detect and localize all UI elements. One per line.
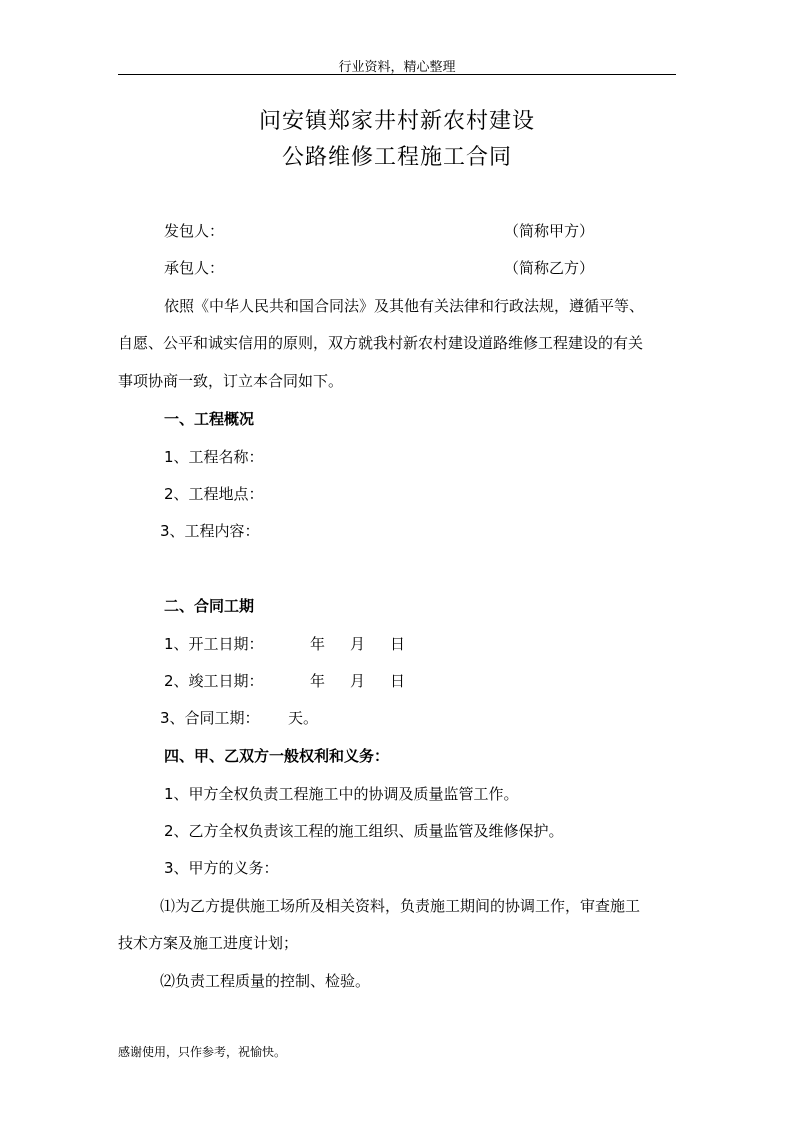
- end-date-day: 日: [390, 672, 406, 690]
- end-date-label: 2、竣工日期：: [164, 672, 264, 690]
- project-location-label: 2、工程地点：: [164, 485, 264, 503]
- start-date-year: 年: [310, 635, 326, 653]
- page-footer: 感谢使用，只作参考，祝愉快。: [118, 1045, 287, 1059]
- section-1-heading: 一、工程概况: [164, 410, 255, 428]
- project-name-label: 1、工程名称：: [164, 448, 264, 466]
- contractor-note: （简称乙方）: [504, 259, 595, 277]
- employer-duty-1-line-1: ⑴为乙方提供施工场所及相关资料，负责施工期间的协调工作，审查施工: [160, 897, 641, 915]
- start-date-month: 月: [350, 635, 366, 653]
- duration-unit: 天。: [288, 709, 319, 727]
- start-date-day: 日: [390, 635, 406, 653]
- start-date-label: 1、开工日期：: [164, 635, 264, 653]
- page-header: 行业资料，精心整理: [338, 60, 456, 75]
- project-content-label: 3、工程内容：: [160, 522, 260, 540]
- contractor-label: 承包人：: [164, 259, 225, 277]
- employer-duty-1-line-2: 技术方案及施工进度计划；: [118, 934, 299, 952]
- obligation-item-2: 2、乙方全权负责该工程的施工组织、质量监管及维修保护。: [164, 822, 564, 840]
- intro-line-2: 自愿、公平和诚实信用的原则，双方就我村新农村建设道路维修工程建设的有关: [118, 334, 644, 352]
- intro-line-3: 事项协商一致，订立本合同如下。: [118, 372, 344, 390]
- duration-label: 3、合同工期：: [160, 709, 260, 727]
- section-4-heading: 四、甲、乙双方一般权利和义务：: [164, 747, 390, 765]
- end-date-year: 年: [310, 672, 326, 690]
- employer-label: 发包人：: [164, 222, 225, 240]
- document-title-line-1: 问安镇郑家井村新农村建设: [258, 109, 535, 134]
- intro-line-1: 依照《中华人民共和国合同法》及其他有关法律和行政法规，遵循平等、: [164, 297, 645, 315]
- employer-duty-2: ⑵负责工程质量的控制、检验。: [160, 972, 371, 990]
- header-divider: [118, 74, 676, 75]
- section-2-heading: 二、合同工期: [164, 597, 255, 615]
- document-title-line-2: 公路维修工程施工合同: [281, 145, 512, 170]
- obligation-item-3: 3、甲方的义务：: [164, 859, 279, 877]
- obligation-item-1: 1、甲方全权负责工程施工中的协调及质量监管工作。: [164, 785, 519, 803]
- end-date-month: 月: [350, 672, 366, 690]
- employer-note: （简称甲方）: [504, 222, 595, 240]
